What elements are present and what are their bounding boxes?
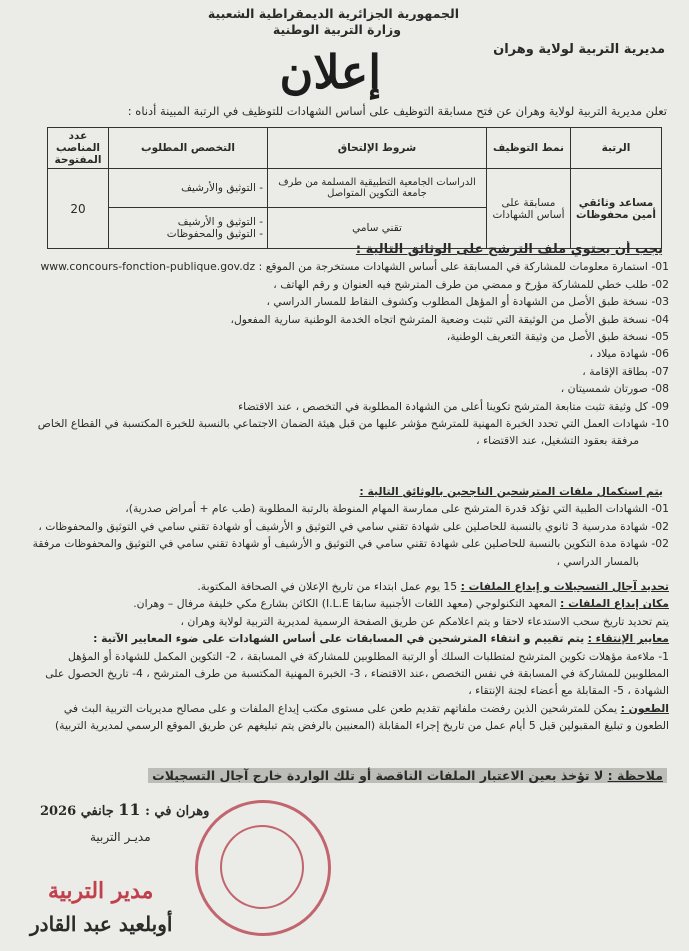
list-item: مرفقة بعقود التشغيل، عند الاقتضاء ، [476,434,639,448]
summons-line: يتم تحديد تاريخ سحب الاستدعاء لاحقا و يتم اعلامكم عن طريق الصفحة الرسمية لمديرية التربية لولاية وهران ، [180,614,669,628]
list-item: 04- نسخة طبق الأصل من الوثيقة التي تثبت وضعية المترشح اتجاه الخدمة الوطنية سارية المفعول، [230,312,669,326]
list-item: 09- كل وثيقة تثبت متابعة المترشح تكوينا أعلى من الشهادة المطلوبة في التخصص ، عند الاقتضاء [238,399,669,413]
list-item: 02- شهادة مدة التكوين بالنسبة للحاصلين على شهادة تقني سامي في التوثيق و الأرشيف أو شهادة تقني سامي في التوثيق والمحفوظات مرفقة [32,537,669,551]
signature-title-stamp: مدير التربية [48,878,154,904]
procedure-section [22,578,669,735]
documents-section [22,241,669,450]
intro-text: تعلن مديرية التربية لولاية وهران عن فتح مسابقة التوظيف على أساس الشهادات للتوظيف في الرتبة المبينة أدناه : [127,104,667,118]
list-item: 02- شهادة مدرسية 3 ثانوي بالنسبة للحاصلين على شهادة تقني سامي في التوثيق و الأرشيف أو شهادة تقني سامي في التوثيق والمحفوظات ، [38,519,669,533]
appeals-line [22,700,669,717]
specialty-2b: - التوثيق والمحفوظات [166,228,263,240]
appeals-text: يمكن للمترشحين الذين رفضت ملفاتهم تقديم طعن على مستوى مكتب إيداع الملفات و على مصالح مديريات التربية البث في [63,701,618,715]
list-item: 08- صورتان شمسيتان ، [560,382,669,396]
criteria-text: المطلوبين للمشاركة في المسابقة في نفس التخصص ،عند الاقتضاء ، 3- الخبرة المهنية المكتسبة من طرف المترشح ، 4- تاريخ الحصول على [45,667,669,681]
note-text: لا تؤخذ بعين الاعتبار الملفات الناقصة أو تلك الواردة خارج آجال التسجيلات [152,768,604,783]
criteria-text: الشهادة ، 5- المقابلة مع أعضاء لجنة الإنتقاء ، [468,684,669,698]
list-item: 02- طلب خطي للمشاركة مؤرخ و ممضي من طرف المترشح فيه العنوان و رقم الهاتف ، [273,277,669,291]
date-month: جانفي [80,804,114,819]
specialty-cell-1: - التوثيق والأرشيف [109,169,268,208]
criteria-line [22,630,669,647]
final-documents-section [22,483,669,570]
director-role: مديـر التربية [90,830,151,844]
official-stamp [195,800,331,936]
list-item: 07- بطاقة الإقامة ، [582,364,669,378]
col-conditions: شروط الإلتحاق [268,128,487,169]
final-documents-heading: يتم استكمال ملفات المترشحين الناجحين بالوثائق التالية : [359,485,663,498]
place-text: المعهد التكنولوجي (معهد اللغات الأجنبية سابقا I.L.E) الكائن بشارع مكي خليفة مرفال – وهران. [133,597,557,611]
date-place: وهران في : [145,804,210,819]
mode-cell: مسابقة على أساس الشهادات [487,169,571,249]
list-item: 05- نسخة طبق الأصل من وثيقة التعريف الوطنية، [446,330,669,344]
positions-cell: 20 [48,169,109,249]
specialty-2a: - التوثيق و الأرشيف [177,216,263,228]
announcement-title: إعلان [279,45,381,99]
list-item: 01- الشهادات الطبية التي تؤكد قدرة المترشح على ممارسة المهام المنوطة بالرتبة المطلوبة (طب عام + أمراض صدرية)، [125,502,669,516]
criteria-text: 1- ملاءمة مؤهلات تكوين المترشح لمتطلبات السلك أو الرتبة المطلوبين للمشاركة في المسابقة ، 2- التكوين المكمل للشهادة أو المؤهل [67,649,669,663]
appeals-text: الطعون و تبليغ المقبولين قبل 5 أيام عمل من تاريخ إجراء المقابلة (المعنيين بالرفض يتم تبليغهم عن طريق الموقع الرسمي لمديرية التربية) [54,719,669,733]
date-day: 11 [118,800,141,819]
note-line [148,768,667,783]
ministry-line: وزارة التربية الوطنية [272,22,401,37]
appeals-label: الطعون : [620,701,669,715]
signature-name: أوبلعيد عبد القادر [30,912,173,936]
directorate-line: مديرية التربية لولاية وهران [493,42,665,57]
list-item: بالمسار الدراسي ، [556,554,639,568]
condition-cell-1: الدراسات الجامعية التطبيقية المسلمة من طرف جامعة التكوين المتواصل [268,169,487,208]
positions-table [47,127,662,249]
criteria-heading: يتم تقييم و انتقاء المترشحين في المسابقات على أساس الشهادات على ضوء المعايير الآتية : [93,632,585,646]
list-item: 10- شهادات العمل التي تحدد الخبرة المهنية للمترشح مؤشر عليها من قبل هيئة الضمان الاجتماعي بالنسبة للخبرة المكتسبة في القطاع الخاص [37,417,669,431]
col-mode: نمط التوظيف [487,128,571,169]
col-grade: الرتبة [571,128,662,169]
place-label: مكان إيداع الملفات : [560,597,669,611]
table-header-row [48,128,662,169]
date-year: 2026 [40,804,77,819]
condition-cell-2: تقني سامي [268,208,487,249]
list-item: 03- نسخة طبق الأصل من الشهادة أو المؤهل المطلوب وكشوف النقاط للمسار الدراسي ، [266,295,669,309]
col-specialty: التخصص المطلوب [109,128,268,169]
grade-cell: مساعد وثائقي أمين محفوظات [571,169,662,249]
deadline-label: تحديد آجال التسجيلات و إيداع الملفات : [460,580,669,593]
col-positions: عدد المناصب المفتوحة [48,128,109,169]
deadline-text: 15 يوم عمل ابتداء من تاريخ الإعلان في الصحافة المكتوبة. [197,580,458,593]
list-item: 01- استمارة معلومات للمشاركة في المسابقة على أساس الشهادات مستخرجة من الموقع : www.concours-fonction-publique.gov.dz [40,260,669,274]
criteria-label: معايير الإنتقاء : [587,632,669,646]
place-line [22,595,669,612]
date-line [40,800,209,819]
republic-line: الجمهورية الجزائرية الديمقراطية الشعبية [207,6,459,21]
documents-heading: يجب أن يحتوي ملف الترشح على الوثائق التالية : [355,242,663,257]
note-label: ملاحظة : [607,768,663,783]
list-item: 06- شهادة ميلاد ، [589,347,669,361]
table-row [48,169,662,208]
deadline-line [22,578,669,595]
